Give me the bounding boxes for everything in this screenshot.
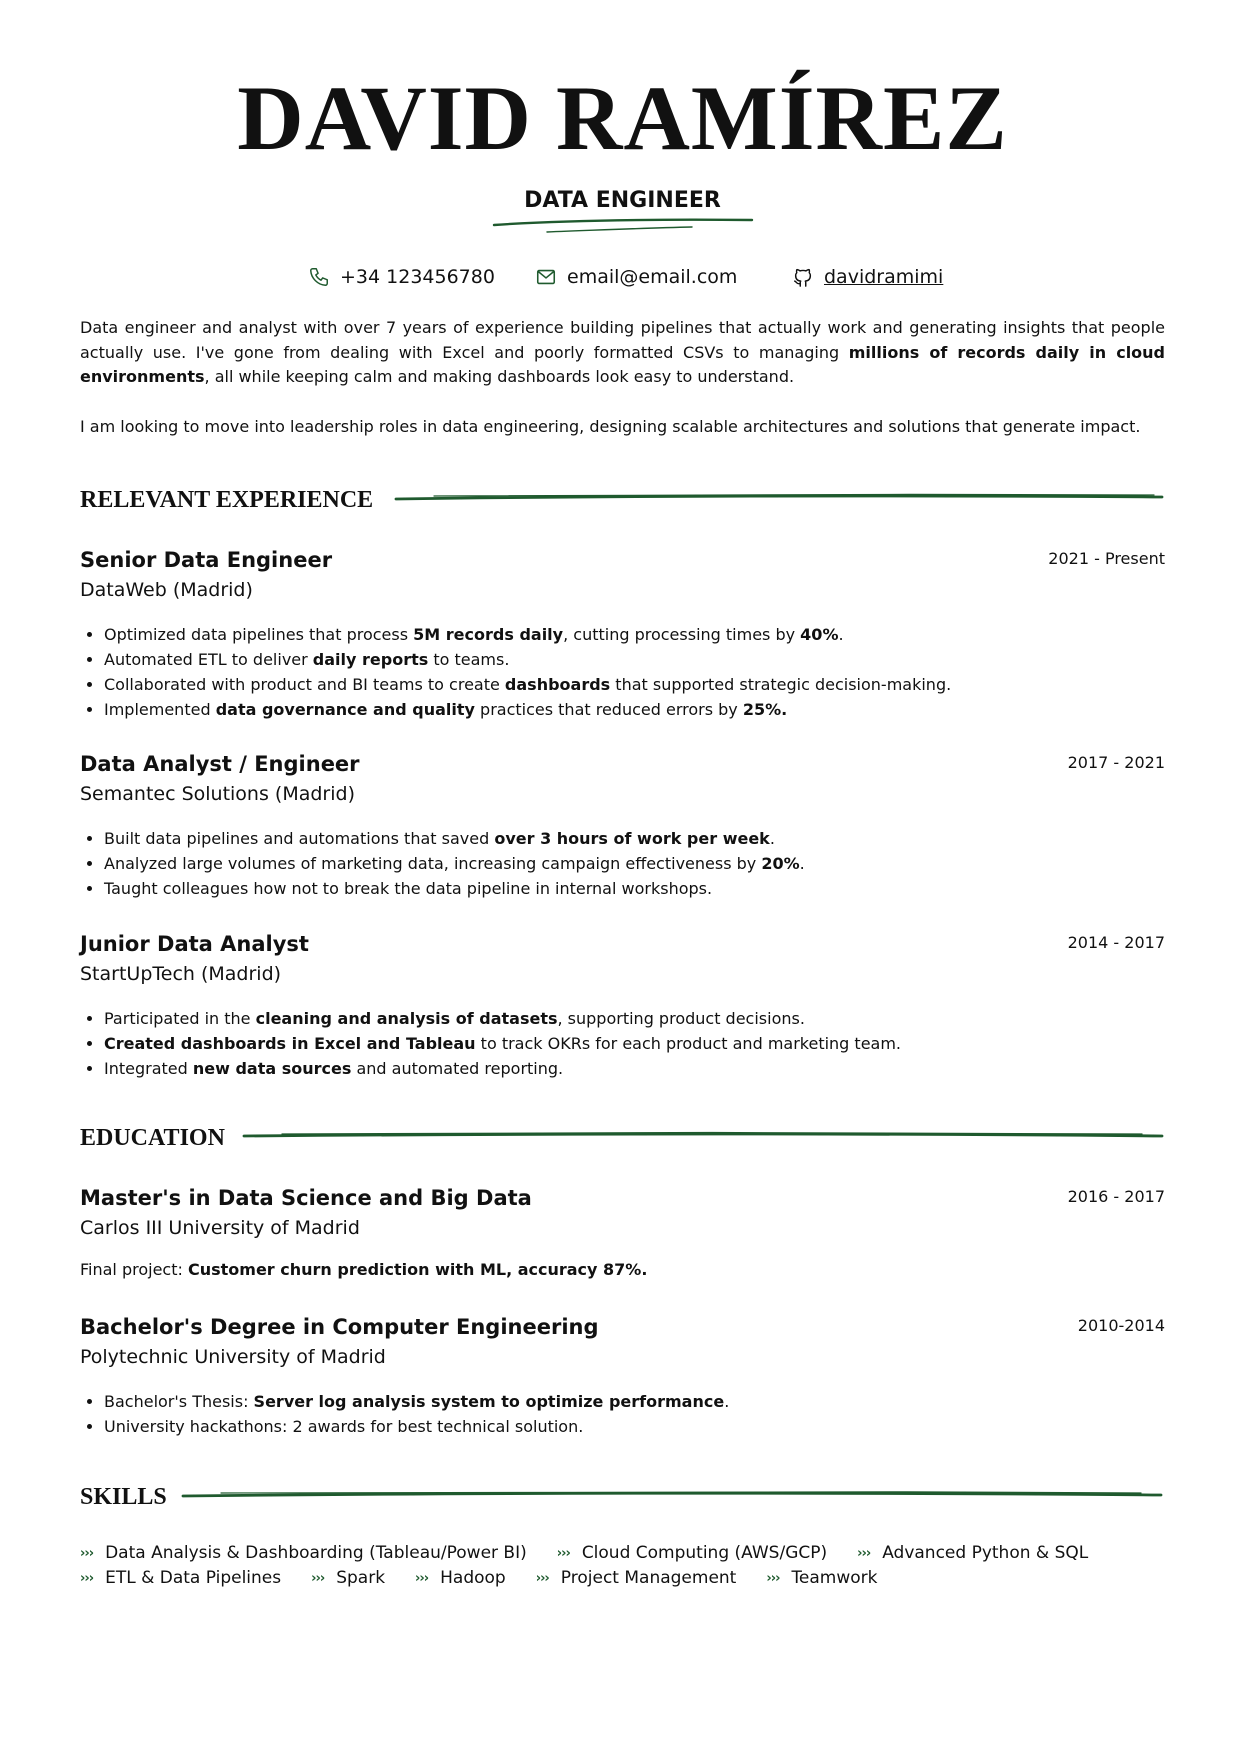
chevrons-icon: ›››: [80, 1546, 94, 1561]
phone-contact[interactable]: [308, 262, 495, 292]
candidate-name: DAVID RAMÍREZ: [237, 67, 1008, 169]
bullet-item: • Integrated new data sources and automated reporting.: [104, 1056, 1164, 1081]
summary-paragraph-2: I am looking to move into leadership roles in data engineering, designing scalable architectures and solutions that generate impact.: [80, 416, 1141, 436]
skill-item: [80, 1566, 281, 1591]
mail-icon: [535, 266, 557, 288]
skill-label: Teamwork: [791, 1568, 878, 1588]
bullet-item: • Bachelor's Thesis: Server log analysis system to optimize performance.: [104, 1389, 1164, 1414]
skills-row: [80, 1566, 1118, 1591]
skill-item: [536, 1566, 737, 1591]
degree-title: Bachelor's Degree in Computer Engineering: [80, 1315, 599, 1339]
phone-number: +34 123456780: [340, 266, 495, 288]
degree-bullets: [80, 1389, 1164, 1439]
degree-dates: 2016 - 2017: [1067, 1187, 1165, 1206]
contact-bar: [80, 262, 1165, 292]
bullet-item: • Collaborated with product and BI teams to create dashboards that supported strategic decision-making.: [104, 672, 1164, 697]
github-link[interactable]: davidramimi: [824, 266, 944, 288]
experience-section-title: RELEVANT EXPERIENCE: [80, 487, 374, 513]
skill-label: Project Management: [560, 1568, 737, 1588]
chevrons-icon: ›››: [535, 1571, 549, 1586]
job-company: Semantec Solutions (Madrid): [80, 783, 355, 805]
final-project-note: Final project: Customer churn prediction with ML, accuracy 87%.: [80, 1260, 648, 1279]
education-section-title: EDUCATION: [80, 1125, 225, 1151]
skill-label: ETL & Data Pipelines: [105, 1568, 282, 1588]
chevrons-icon: ›››: [857, 1546, 871, 1561]
email-contact[interactable]: [535, 262, 737, 292]
skill-label: Data Analysis & Dashboarding (Tableau/Power BI): [105, 1543, 527, 1563]
experience-section-divider: [394, 491, 1165, 505]
skill-item: [415, 1566, 506, 1591]
job-bullets: [80, 826, 1164, 901]
skill-item: [80, 1541, 527, 1566]
professional-summary: [80, 316, 1165, 439]
job-title: Junior Data Analyst: [80, 932, 309, 956]
skill-label: Hadoop: [440, 1568, 506, 1588]
skills-section-divider: [181, 1488, 1165, 1502]
phone-icon: [308, 266, 330, 288]
chevrons-icon: ›››: [556, 1546, 570, 1561]
degree-title: Master's in Data Science and Big Data: [80, 1186, 532, 1210]
resume-page: [80, 0, 1165, 1756]
github-icon: [792, 266, 814, 288]
job-role: DATA ENGINEER: [524, 188, 721, 213]
job-bullets: [80, 1006, 1164, 1081]
bullet-item: • Optimized data pipelines that process 5M records daily, cutting processing times by 40%.: [104, 622, 1164, 647]
chevrons-icon: ›››: [311, 1571, 325, 1586]
bullet-item: • Implemented data governance and quality practices that reduced errors by 25%.: [104, 697, 1164, 722]
degree-dates: 2010-2014: [1077, 1316, 1165, 1335]
bullet-item: • Taught colleagues how not to break the data pipeline in internal workshops.: [104, 876, 1164, 901]
degree-institution: Carlos III University of Madrid: [80, 1217, 360, 1239]
bullet-item: • Created dashboards in Excel and Tableau to track OKRs for each product and marketing team.: [104, 1031, 1164, 1056]
bullet-item: • Automated ETL to deliver daily reports to teams.: [104, 647, 1164, 672]
bullet-item: • Analyzed large volumes of marketing data, increasing campaign effectiveness by 20%.: [104, 851, 1164, 876]
skills-section-title: SKILLS: [80, 1484, 167, 1510]
job-dates: 2021 - Present: [1048, 549, 1165, 568]
chevrons-icon: ›››: [415, 1571, 429, 1586]
job-bullets: [80, 622, 1164, 722]
job-dates: 2017 - 2021: [1067, 753, 1165, 772]
skill-item: [857, 1541, 1088, 1566]
bullet-item: • Built data pipelines and automations that saved over 3 hours of work per week.: [104, 826, 1164, 851]
chevrons-icon: ›››: [766, 1571, 780, 1586]
chevrons-icon: ›››: [80, 1571, 94, 1586]
skill-item: [311, 1566, 385, 1591]
skill-label: Cloud Computing (AWS/GCP): [581, 1543, 828, 1563]
bullet-item: • University hackathons: 2 awards for best technical solution.: [104, 1414, 1164, 1439]
skill-item: [557, 1541, 827, 1566]
degree-institution: Polytechnic University of Madrid: [80, 1346, 386, 1368]
education-section-divider: [242, 1129, 1165, 1143]
skill-label: Advanced Python & SQL: [882, 1543, 1089, 1563]
skills-row: [80, 1541, 1118, 1566]
email-address: email@email.com: [567, 266, 738, 288]
job-title: Data Analyst / Engineer: [80, 752, 360, 776]
skills-list: [80, 1541, 1118, 1591]
job-company: StartUpTech (Madrid): [80, 963, 282, 985]
job-dates: 2014 - 2017: [1067, 933, 1165, 952]
skill-item: [766, 1566, 877, 1591]
github-contact[interactable]: [792, 262, 943, 292]
role-underline-swoosh: [492, 216, 754, 238]
skill-label: Spark: [336, 1568, 386, 1588]
job-company: DataWeb (Madrid): [80, 579, 253, 601]
summary-paragraph-1: Data engineer and analyst with over 7 years of experience building pipelines that actually work and generating insights that people actually use. I've gone from dealing with Excel and poorly formatted CSVs to managing millions of records daily in cloud environments, all while keeping calm and making dashboards look easy to understand.: [80, 318, 1166, 386]
bullet-item: • Participated in the cleaning and analysis of datasets, supporting product decisions.: [104, 1006, 1164, 1031]
job-title: Senior Data Engineer: [80, 548, 333, 572]
